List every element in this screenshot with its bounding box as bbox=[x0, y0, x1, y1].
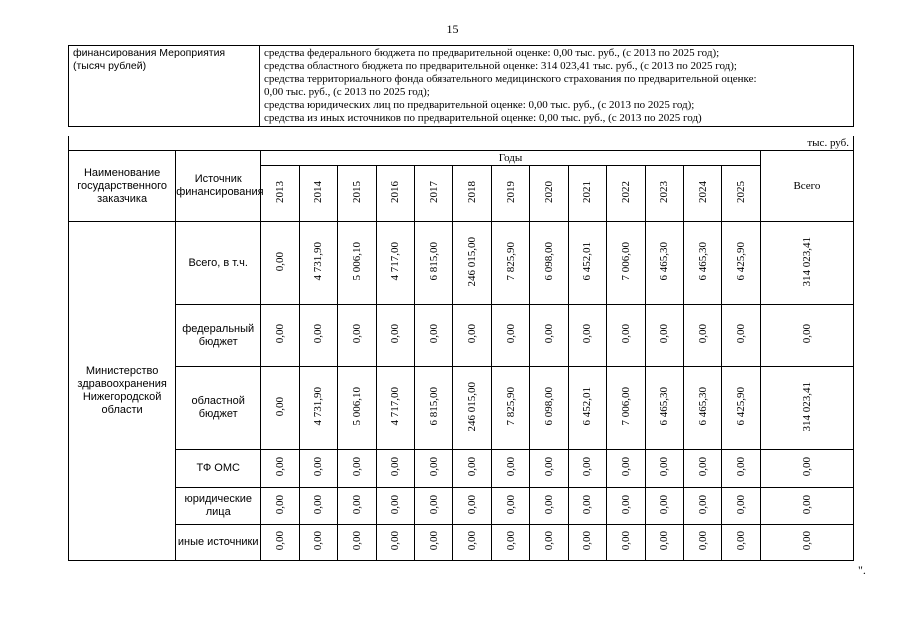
value-text: 6 815,00 bbox=[427, 387, 440, 426]
value-cell bbox=[722, 367, 760, 450]
value-cell bbox=[453, 488, 491, 525]
value-cell bbox=[376, 488, 414, 525]
financing-details bbox=[260, 46, 854, 127]
value-cell bbox=[338, 450, 376, 488]
year-header-cell bbox=[568, 166, 606, 222]
value-text: 0,00 bbox=[350, 324, 363, 344]
table-row bbox=[69, 525, 854, 561]
value-cell bbox=[530, 305, 568, 367]
value-text: 0,00 bbox=[273, 457, 286, 477]
value-cell bbox=[414, 488, 452, 525]
value-text: 7 006,00 bbox=[619, 387, 632, 426]
value-text: 0,00 bbox=[273, 396, 286, 417]
total-cell bbox=[760, 525, 853, 561]
value-text: 0,00 bbox=[619, 494, 632, 515]
value-cell bbox=[722, 525, 760, 561]
page-number: 15 bbox=[446, 22, 459, 36]
value-text: 0,00 bbox=[273, 251, 286, 272]
value-text: 5 006,10 bbox=[350, 242, 363, 281]
source-cell: федеральный бюджет bbox=[176, 305, 261, 367]
year-header-cell bbox=[684, 166, 722, 222]
value-cell bbox=[722, 222, 760, 305]
value-cell bbox=[338, 525, 376, 561]
value-text: 0,00 bbox=[312, 324, 325, 344]
year-label: 2020 bbox=[542, 181, 555, 203]
value-text: 0,00 bbox=[350, 494, 363, 515]
value-text: 0,00 bbox=[466, 494, 479, 515]
year-label: 2022 bbox=[619, 181, 632, 203]
value-text: 0,00 bbox=[658, 324, 671, 344]
value-text: 7 825,90 bbox=[504, 242, 517, 281]
value-text: 0,00 bbox=[389, 324, 402, 344]
value-text: 0,00 bbox=[312, 531, 325, 551]
value-cell bbox=[568, 305, 606, 367]
value-cell bbox=[684, 305, 722, 367]
value-text: 246 015,00 bbox=[466, 236, 479, 287]
value-cell bbox=[376, 305, 414, 367]
value-text: 0,00 bbox=[735, 324, 748, 344]
total-cell bbox=[760, 488, 853, 525]
value-text: 6 465,30 bbox=[658, 387, 671, 426]
value-cell bbox=[684, 450, 722, 488]
total-cell bbox=[760, 222, 853, 305]
value-text: 6 098,00 bbox=[542, 242, 555, 281]
year-label: 2023 bbox=[658, 181, 671, 203]
source-cell: иные источники bbox=[176, 525, 261, 561]
value-cell bbox=[299, 367, 337, 450]
total-column-header: Всего bbox=[760, 151, 853, 222]
year-label: 2024 bbox=[696, 181, 709, 203]
value-text: 7 825,90 bbox=[504, 387, 517, 426]
value-text: 7 006,00 bbox=[619, 242, 632, 281]
value-text: 4 717,00 bbox=[389, 242, 402, 281]
value-cell bbox=[645, 450, 683, 488]
value-text: 0,00 bbox=[581, 494, 594, 515]
value-text: 6 452,01 bbox=[581, 242, 594, 281]
value-cell bbox=[607, 222, 645, 305]
value-cell bbox=[261, 525, 299, 561]
value-text: 0,00 bbox=[581, 531, 594, 551]
value-cell bbox=[261, 222, 299, 305]
value-text: 0,00 bbox=[273, 324, 286, 344]
value-text: 6 425,90 bbox=[735, 242, 748, 281]
value-cell bbox=[338, 367, 376, 450]
value-cell bbox=[607, 488, 645, 525]
value-cell bbox=[299, 525, 337, 561]
financing-line: средства областного бюджета по предварительной оценке: 314 023,41 тыс. руб., (с 2013 по 2025 год); bbox=[264, 60, 737, 72]
value-text: 0,00 bbox=[735, 494, 748, 515]
value-text: 0,00 bbox=[581, 457, 594, 477]
value-cell bbox=[491, 367, 529, 450]
value-text: 0,00 bbox=[619, 531, 632, 551]
value-cell bbox=[568, 450, 606, 488]
value-text: 6 098,00 bbox=[542, 387, 555, 426]
value-text: 0,00 bbox=[581, 324, 594, 344]
source-column-header: Источник финансирования bbox=[176, 151, 261, 222]
value-text: 0,00 bbox=[658, 531, 671, 551]
financing-line: 0,00 тыс. руб., (с 2013 по 2025 год); bbox=[264, 86, 430, 98]
value-text: 0,00 bbox=[696, 494, 709, 515]
total-value-text: 314 023,41 bbox=[800, 236, 813, 287]
total-value-text: 0,00 bbox=[800, 457, 813, 477]
value-text: 0,00 bbox=[696, 324, 709, 344]
value-cell bbox=[722, 450, 760, 488]
year-header-cell bbox=[491, 166, 529, 222]
value-text: 4 717,00 bbox=[389, 387, 402, 426]
total-value-text: 0,00 bbox=[800, 324, 813, 344]
value-text: 0,00 bbox=[735, 457, 748, 477]
value-text: 6 465,30 bbox=[658, 242, 671, 281]
value-cell bbox=[530, 525, 568, 561]
value-cell bbox=[607, 525, 645, 561]
value-cell bbox=[453, 450, 491, 488]
value-cell bbox=[645, 222, 683, 305]
years-header: Годы bbox=[261, 151, 761, 166]
value-text: 0,00 bbox=[389, 457, 402, 477]
value-text: 0,00 bbox=[504, 457, 517, 477]
value-cell bbox=[645, 488, 683, 525]
value-cell bbox=[376, 450, 414, 488]
value-cell bbox=[530, 222, 568, 305]
value-text: 0,00 bbox=[466, 324, 479, 344]
financing-line: средства федерального бюджета по предварительной оценке: 0,00 тыс. руб., (с 2013 по 2025 год); bbox=[264, 47, 720, 59]
value-cell bbox=[299, 450, 337, 488]
value-cell bbox=[414, 305, 452, 367]
value-cell bbox=[453, 222, 491, 305]
value-text: 0,00 bbox=[504, 531, 517, 551]
year-header-cell bbox=[530, 166, 568, 222]
source-cell: Всего, в т.ч. bbox=[176, 222, 261, 305]
year-header-cell bbox=[338, 166, 376, 222]
value-text: 6 452,01 bbox=[581, 387, 594, 426]
value-cell bbox=[491, 488, 529, 525]
value-text: 0,00 bbox=[350, 531, 363, 551]
value-text: 0,00 bbox=[619, 457, 632, 477]
year-header-cell bbox=[261, 166, 299, 222]
value-cell bbox=[299, 488, 337, 525]
financing-line: средства из иных источников по предварительной оценке: 0,00 тыс. руб., (с 2013 по 2025 год) bbox=[264, 112, 702, 124]
table-row bbox=[69, 450, 854, 488]
value-cell bbox=[338, 305, 376, 367]
value-text: 0,00 bbox=[619, 324, 632, 344]
value-cell bbox=[453, 525, 491, 561]
value-cell bbox=[491, 222, 529, 305]
value-cell bbox=[568, 488, 606, 525]
total-value-text: 314 023,41 bbox=[800, 381, 813, 432]
value-text: 5 006,10 bbox=[350, 387, 363, 426]
value-text: 6 815,00 bbox=[427, 242, 440, 281]
value-cell bbox=[530, 488, 568, 525]
total-cell bbox=[760, 305, 853, 367]
year-header-cell bbox=[299, 166, 337, 222]
source-cell: ТФ ОМС bbox=[176, 450, 261, 488]
value-text: 6 465,30 bbox=[696, 387, 709, 426]
value-text: 0,00 bbox=[542, 494, 555, 515]
value-cell bbox=[376, 367, 414, 450]
value-text: 0,00 bbox=[273, 494, 286, 515]
financing-summary-table bbox=[68, 45, 854, 127]
value-cell bbox=[491, 525, 529, 561]
year-label: 2021 bbox=[581, 181, 594, 203]
value-cell bbox=[491, 305, 529, 367]
value-text: 0,00 bbox=[504, 494, 517, 515]
value-cell bbox=[645, 525, 683, 561]
value-text: 0,00 bbox=[427, 324, 440, 344]
table-row bbox=[69, 488, 854, 525]
source-cell: юридические лица bbox=[176, 488, 261, 525]
value-text: 0,00 bbox=[504, 324, 517, 344]
source-cell: областной бюджет bbox=[176, 367, 261, 450]
year-header-cell bbox=[453, 166, 491, 222]
value-cell bbox=[261, 367, 299, 450]
value-text: 0,00 bbox=[696, 457, 709, 477]
value-text: 4 731,90 bbox=[312, 387, 325, 426]
financing-label: финансирования Мероприятия (тысяч рублей) bbox=[69, 46, 260, 127]
value-text: 0,00 bbox=[466, 531, 479, 551]
value-text: 0,00 bbox=[658, 457, 671, 477]
value-cell bbox=[568, 222, 606, 305]
value-text: 0,00 bbox=[427, 494, 440, 515]
value-cell bbox=[414, 367, 452, 450]
value-cell bbox=[453, 305, 491, 367]
total-cell bbox=[760, 367, 853, 450]
total-value-text: 0,00 bbox=[800, 531, 813, 551]
value-cell bbox=[414, 525, 452, 561]
value-text: 4 731,90 bbox=[312, 242, 325, 281]
table-row bbox=[69, 305, 854, 367]
year-header-cell bbox=[376, 166, 414, 222]
year-label: 2014 bbox=[312, 181, 325, 203]
value-text: 0,00 bbox=[312, 494, 325, 515]
value-text: 0,00 bbox=[735, 531, 748, 551]
value-cell bbox=[414, 222, 452, 305]
value-text: 0,00 bbox=[542, 457, 555, 477]
year-label: 2018 bbox=[466, 181, 479, 203]
value-text: 0,00 bbox=[312, 457, 325, 477]
closing-quote-mark: ". bbox=[858, 563, 866, 577]
value-cell bbox=[645, 367, 683, 450]
value-text: 0,00 bbox=[273, 531, 286, 551]
financing-line: средства территориального фонда обязательного медицинского страхования по предварительной оценке: bbox=[264, 73, 757, 85]
value-cell bbox=[530, 367, 568, 450]
table-row bbox=[69, 367, 854, 450]
year-header-cell bbox=[607, 166, 645, 222]
value-cell bbox=[261, 450, 299, 488]
value-cell bbox=[722, 488, 760, 525]
value-cell bbox=[376, 525, 414, 561]
year-header-cell bbox=[645, 166, 683, 222]
customer-name-cell: Министерство здравоохранения Нижегородской области bbox=[69, 222, 176, 561]
year-header-cell bbox=[414, 166, 452, 222]
value-cell bbox=[338, 222, 376, 305]
value-text: 0,00 bbox=[542, 531, 555, 551]
total-cell bbox=[760, 450, 853, 488]
value-cell bbox=[376, 222, 414, 305]
value-text: 246 015,00 bbox=[466, 381, 479, 432]
unit-label: тыс. руб. bbox=[68, 136, 854, 150]
value-text: 0,00 bbox=[542, 324, 555, 344]
value-cell bbox=[684, 525, 722, 561]
value-cell bbox=[261, 305, 299, 367]
value-text: 0,00 bbox=[389, 494, 402, 515]
value-text: 6 465,30 bbox=[696, 242, 709, 281]
value-cell bbox=[491, 450, 529, 488]
table-row bbox=[69, 222, 854, 305]
value-text: 0,00 bbox=[427, 531, 440, 551]
value-cell bbox=[645, 305, 683, 367]
value-text: 0,00 bbox=[350, 457, 363, 477]
value-cell bbox=[453, 367, 491, 450]
year-label: 2017 bbox=[427, 181, 440, 203]
customer-column-header: Наименование государственного заказчика bbox=[69, 151, 176, 222]
value-cell bbox=[607, 305, 645, 367]
year-header-cell bbox=[722, 166, 760, 222]
year-label: 2019 bbox=[504, 181, 517, 203]
value-cell bbox=[684, 222, 722, 305]
value-text: 0,00 bbox=[389, 531, 402, 551]
value-cell bbox=[684, 367, 722, 450]
financing-line: средства юридических лиц по предварительной оценке: 0,00 тыс. руб., (с 2013 по 2025 год); bbox=[264, 99, 695, 111]
value-cell bbox=[299, 222, 337, 305]
value-text: 0,00 bbox=[658, 494, 671, 515]
value-text: 0,00 bbox=[427, 457, 440, 477]
budget-table bbox=[68, 150, 854, 561]
value-text: 6 425,90 bbox=[735, 387, 748, 426]
value-cell bbox=[607, 367, 645, 450]
value-cell bbox=[568, 367, 606, 450]
total-value-text: 0,00 bbox=[800, 494, 813, 515]
value-cell bbox=[299, 305, 337, 367]
value-cell bbox=[338, 488, 376, 525]
value-cell bbox=[261, 488, 299, 525]
value-text: 0,00 bbox=[696, 531, 709, 551]
value-text: 0,00 bbox=[466, 457, 479, 477]
value-cell bbox=[530, 450, 568, 488]
value-cell bbox=[684, 488, 722, 525]
year-label: 2013 bbox=[273, 181, 286, 203]
value-cell bbox=[722, 305, 760, 367]
value-cell bbox=[607, 450, 645, 488]
year-label: 2016 bbox=[389, 181, 402, 203]
year-label: 2025 bbox=[735, 181, 748, 203]
year-label: 2015 bbox=[350, 181, 363, 203]
value-cell bbox=[568, 525, 606, 561]
value-cell bbox=[414, 450, 452, 488]
